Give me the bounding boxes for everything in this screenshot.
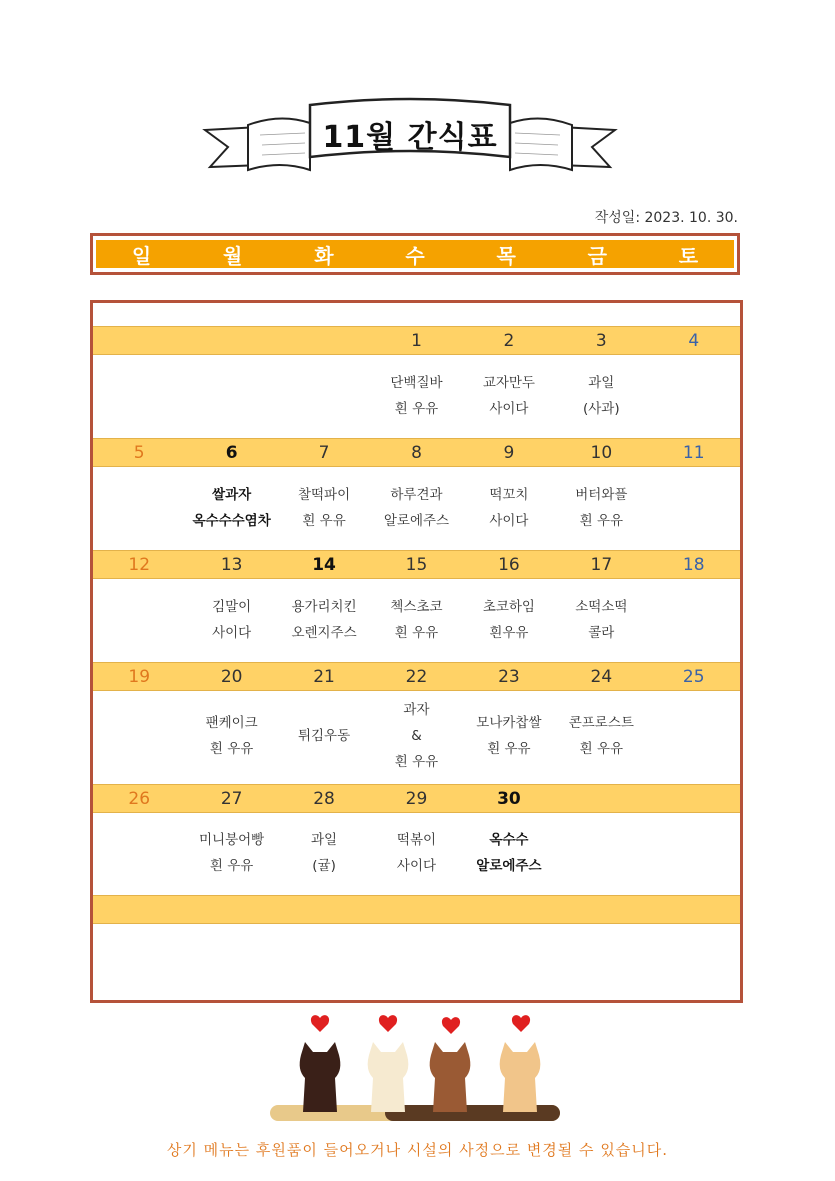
menu-item: 떡꼬치	[489, 486, 529, 503]
menu-item: 콘프로스트	[568, 715, 634, 731]
day-number: 18	[682, 554, 705, 575]
cat-brown-icon	[430, 1042, 471, 1112]
heart-icon	[442, 1017, 460, 1034]
day-number	[278, 896, 370, 923]
menu-cell	[648, 577, 740, 662]
cat-cream-icon	[368, 1042, 409, 1112]
day-number	[185, 896, 277, 923]
menu-cell	[93, 577, 185, 662]
day-number: 11	[682, 442, 705, 463]
menu-cell	[278, 353, 370, 438]
menu-cell	[278, 922, 370, 1005]
menu-item: 흰 우유	[394, 624, 439, 641]
menu-cell	[555, 811, 647, 894]
menu-cell	[278, 577, 370, 662]
menu-cell	[370, 689, 462, 783]
cat-orange-icon	[500, 1042, 541, 1112]
menu-row	[93, 577, 740, 662]
day-number: 8	[411, 442, 422, 463]
menu-item: 떡볶이	[396, 831, 437, 848]
week-row	[93, 550, 740, 579]
heart-icon	[512, 1015, 530, 1032]
weekday-thu: 목	[496, 243, 516, 268]
day-number	[93, 896, 185, 923]
day-number: 7	[318, 442, 330, 463]
weekday-fri: 금	[587, 243, 607, 268]
weekday-wed: 수	[405, 243, 425, 268]
menu-item: 흰우유	[489, 624, 529, 641]
menu-cell	[555, 353, 647, 438]
menu-item: 과자	[403, 702, 430, 718]
day-number: 5	[133, 442, 145, 463]
menu-row	[93, 465, 740, 550]
day-number: 12	[128, 554, 151, 575]
day-number: 29	[405, 788, 428, 809]
menu-item: 모나카찹쌀	[476, 715, 542, 731]
menu-cell	[555, 577, 647, 662]
day-number: 24	[590, 666, 613, 687]
menu-cell	[370, 465, 462, 550]
heart-icon	[379, 1015, 397, 1032]
menu-cell	[93, 811, 185, 894]
day-number: 23	[498, 666, 520, 687]
day-number: 27	[220, 788, 243, 809]
day-number	[648, 896, 740, 923]
menu-cell	[463, 577, 555, 662]
menu-item: 옥수수수염차	[192, 512, 271, 529]
menu-item: 흰 우유	[579, 512, 624, 529]
menu-item: 과일	[588, 374, 615, 391]
menu-item: 알로에주스	[476, 857, 542, 874]
day-number: 28	[313, 788, 335, 809]
menu-cell	[555, 465, 647, 550]
day-number: 16	[498, 554, 520, 575]
day-number: 19	[128, 666, 151, 687]
menu-cell	[648, 465, 740, 550]
week-row	[93, 895, 740, 924]
day-number: 3	[595, 330, 607, 351]
day-number	[185, 327, 277, 354]
week-row	[93, 662, 740, 691]
menu-item: 팬케이크	[205, 715, 258, 731]
menu-item: 하루견과	[390, 486, 443, 503]
day-number: 25	[682, 666, 705, 687]
menu-cell	[370, 922, 462, 1005]
page-title: 11월 간식표	[322, 120, 498, 155]
day-number	[278, 327, 370, 354]
menu-item: 옥수수	[489, 831, 529, 848]
menu-item: 흰 우유	[209, 741, 254, 757]
menu-item: 흰 우유	[394, 400, 439, 417]
menu-cell	[185, 353, 277, 438]
menu-item: 흰 우유	[209, 857, 254, 874]
menu-item: 쌀과자	[212, 486, 252, 503]
menu-item: &	[411, 728, 422, 744]
menu-item: 사이다	[489, 512, 529, 529]
day-number	[555, 896, 647, 923]
heart-icon	[311, 1015, 329, 1032]
menu-cell	[93, 689, 185, 783]
menu-item: 김말이	[212, 598, 252, 615]
menu-item: 사이다	[489, 400, 529, 417]
written-date: 작성일: 2023. 10. 30.	[594, 210, 738, 226]
menu-item: (귤)	[312, 857, 336, 874]
week-row	[93, 784, 740, 813]
day-number: 13	[220, 554, 243, 575]
menu-cell	[463, 811, 555, 894]
menu-item: 과일	[311, 831, 338, 848]
day-number	[370, 896, 462, 923]
menu-item: 사이다	[212, 624, 252, 641]
menu-item: 초코하임	[482, 598, 535, 615]
menu-cell	[93, 922, 185, 1005]
day-number: 17	[590, 554, 613, 575]
weekday-mon: 월	[223, 243, 243, 268]
day-number: 15	[405, 554, 428, 575]
weekday-header	[90, 233, 740, 275]
menu-cell	[370, 353, 462, 438]
menu-item: 용가리치킨	[291, 598, 357, 615]
menu-item: 찰떡파이	[297, 486, 351, 503]
menu-item: 버터와플	[575, 486, 628, 503]
menu-item: 교자만두	[482, 374, 535, 391]
week-row	[93, 326, 740, 355]
menu-cell	[185, 577, 277, 662]
menu-cell	[648, 922, 740, 1005]
weekday-sat: 토	[678, 243, 699, 268]
day-number: 6	[225, 442, 238, 463]
week-row	[93, 438, 740, 467]
menu-cell	[648, 353, 740, 438]
day-number: 30	[497, 788, 521, 809]
day-number	[93, 327, 185, 354]
menu-cell	[278, 465, 370, 550]
menu-item: 오렌지주스	[291, 624, 357, 641]
menu-row	[93, 922, 740, 1005]
menu-cell	[278, 811, 370, 894]
menu-item: 흰 우유	[579, 741, 624, 757]
menu-cell	[185, 811, 277, 894]
menu-cell	[463, 353, 555, 438]
menu-item: 소떡소떡	[575, 598, 628, 615]
menu-cell	[93, 465, 185, 550]
menu-cell	[463, 922, 555, 1005]
cat-dark-icon	[300, 1042, 341, 1112]
menu-row	[93, 353, 740, 438]
menu-item: 흰 우유	[487, 741, 531, 757]
snack-calendar	[90, 300, 743, 1003]
menu-item: 단백질바	[390, 374, 443, 391]
menu-cell	[370, 811, 462, 894]
menu-cell	[185, 922, 277, 1005]
cats-with-hearts-illustration	[265, 1010, 565, 1130]
day-number: 10	[590, 442, 613, 463]
day-number: 22	[405, 666, 428, 687]
menu-cell	[278, 689, 370, 783]
day-number: 14	[312, 554, 336, 575]
menu-item: (사과)	[583, 400, 620, 417]
day-number	[463, 896, 555, 923]
menu-item: 흰 우유	[302, 512, 346, 529]
day-number: 4	[688, 330, 700, 351]
day-number	[555, 785, 647, 812]
weekday-sun: 일	[131, 243, 152, 268]
day-number	[648, 785, 740, 812]
day-number: 20	[220, 666, 243, 687]
menu-item: 흰 우유	[394, 754, 439, 770]
day-number: 1	[411, 330, 422, 351]
menu-cell	[555, 689, 647, 783]
menu-row	[93, 689, 740, 783]
weekday-tue: 화	[314, 243, 334, 268]
menu-item: 콜라	[588, 624, 615, 641]
day-number: 21	[313, 666, 335, 687]
menu-cell	[185, 689, 277, 783]
menu-cell	[185, 465, 277, 550]
menu-cell	[648, 689, 740, 783]
menu-cell	[648, 811, 740, 894]
menu-item: 첵스초코	[390, 598, 443, 615]
footer-note: 상기 메뉴는 후원품이 들어오거나 시설의 사정으로 변경될 수 있습니다.	[166, 1141, 669, 1159]
menu-item: 알로에주스	[383, 512, 450, 529]
menu-cell	[463, 465, 555, 550]
menu-cell	[555, 922, 647, 1005]
menu-row	[93, 811, 740, 894]
menu-cell	[93, 353, 185, 438]
menu-cell	[370, 577, 462, 662]
day-number: 26	[128, 788, 151, 809]
menu-item: 미니붕어빵	[199, 831, 265, 848]
day-number: 9	[503, 442, 515, 463]
menu-item: 사이다	[396, 857, 437, 874]
day-number: 2	[503, 330, 515, 351]
menu-cell	[463, 689, 555, 783]
menu-item: 튀김우동	[297, 728, 351, 744]
